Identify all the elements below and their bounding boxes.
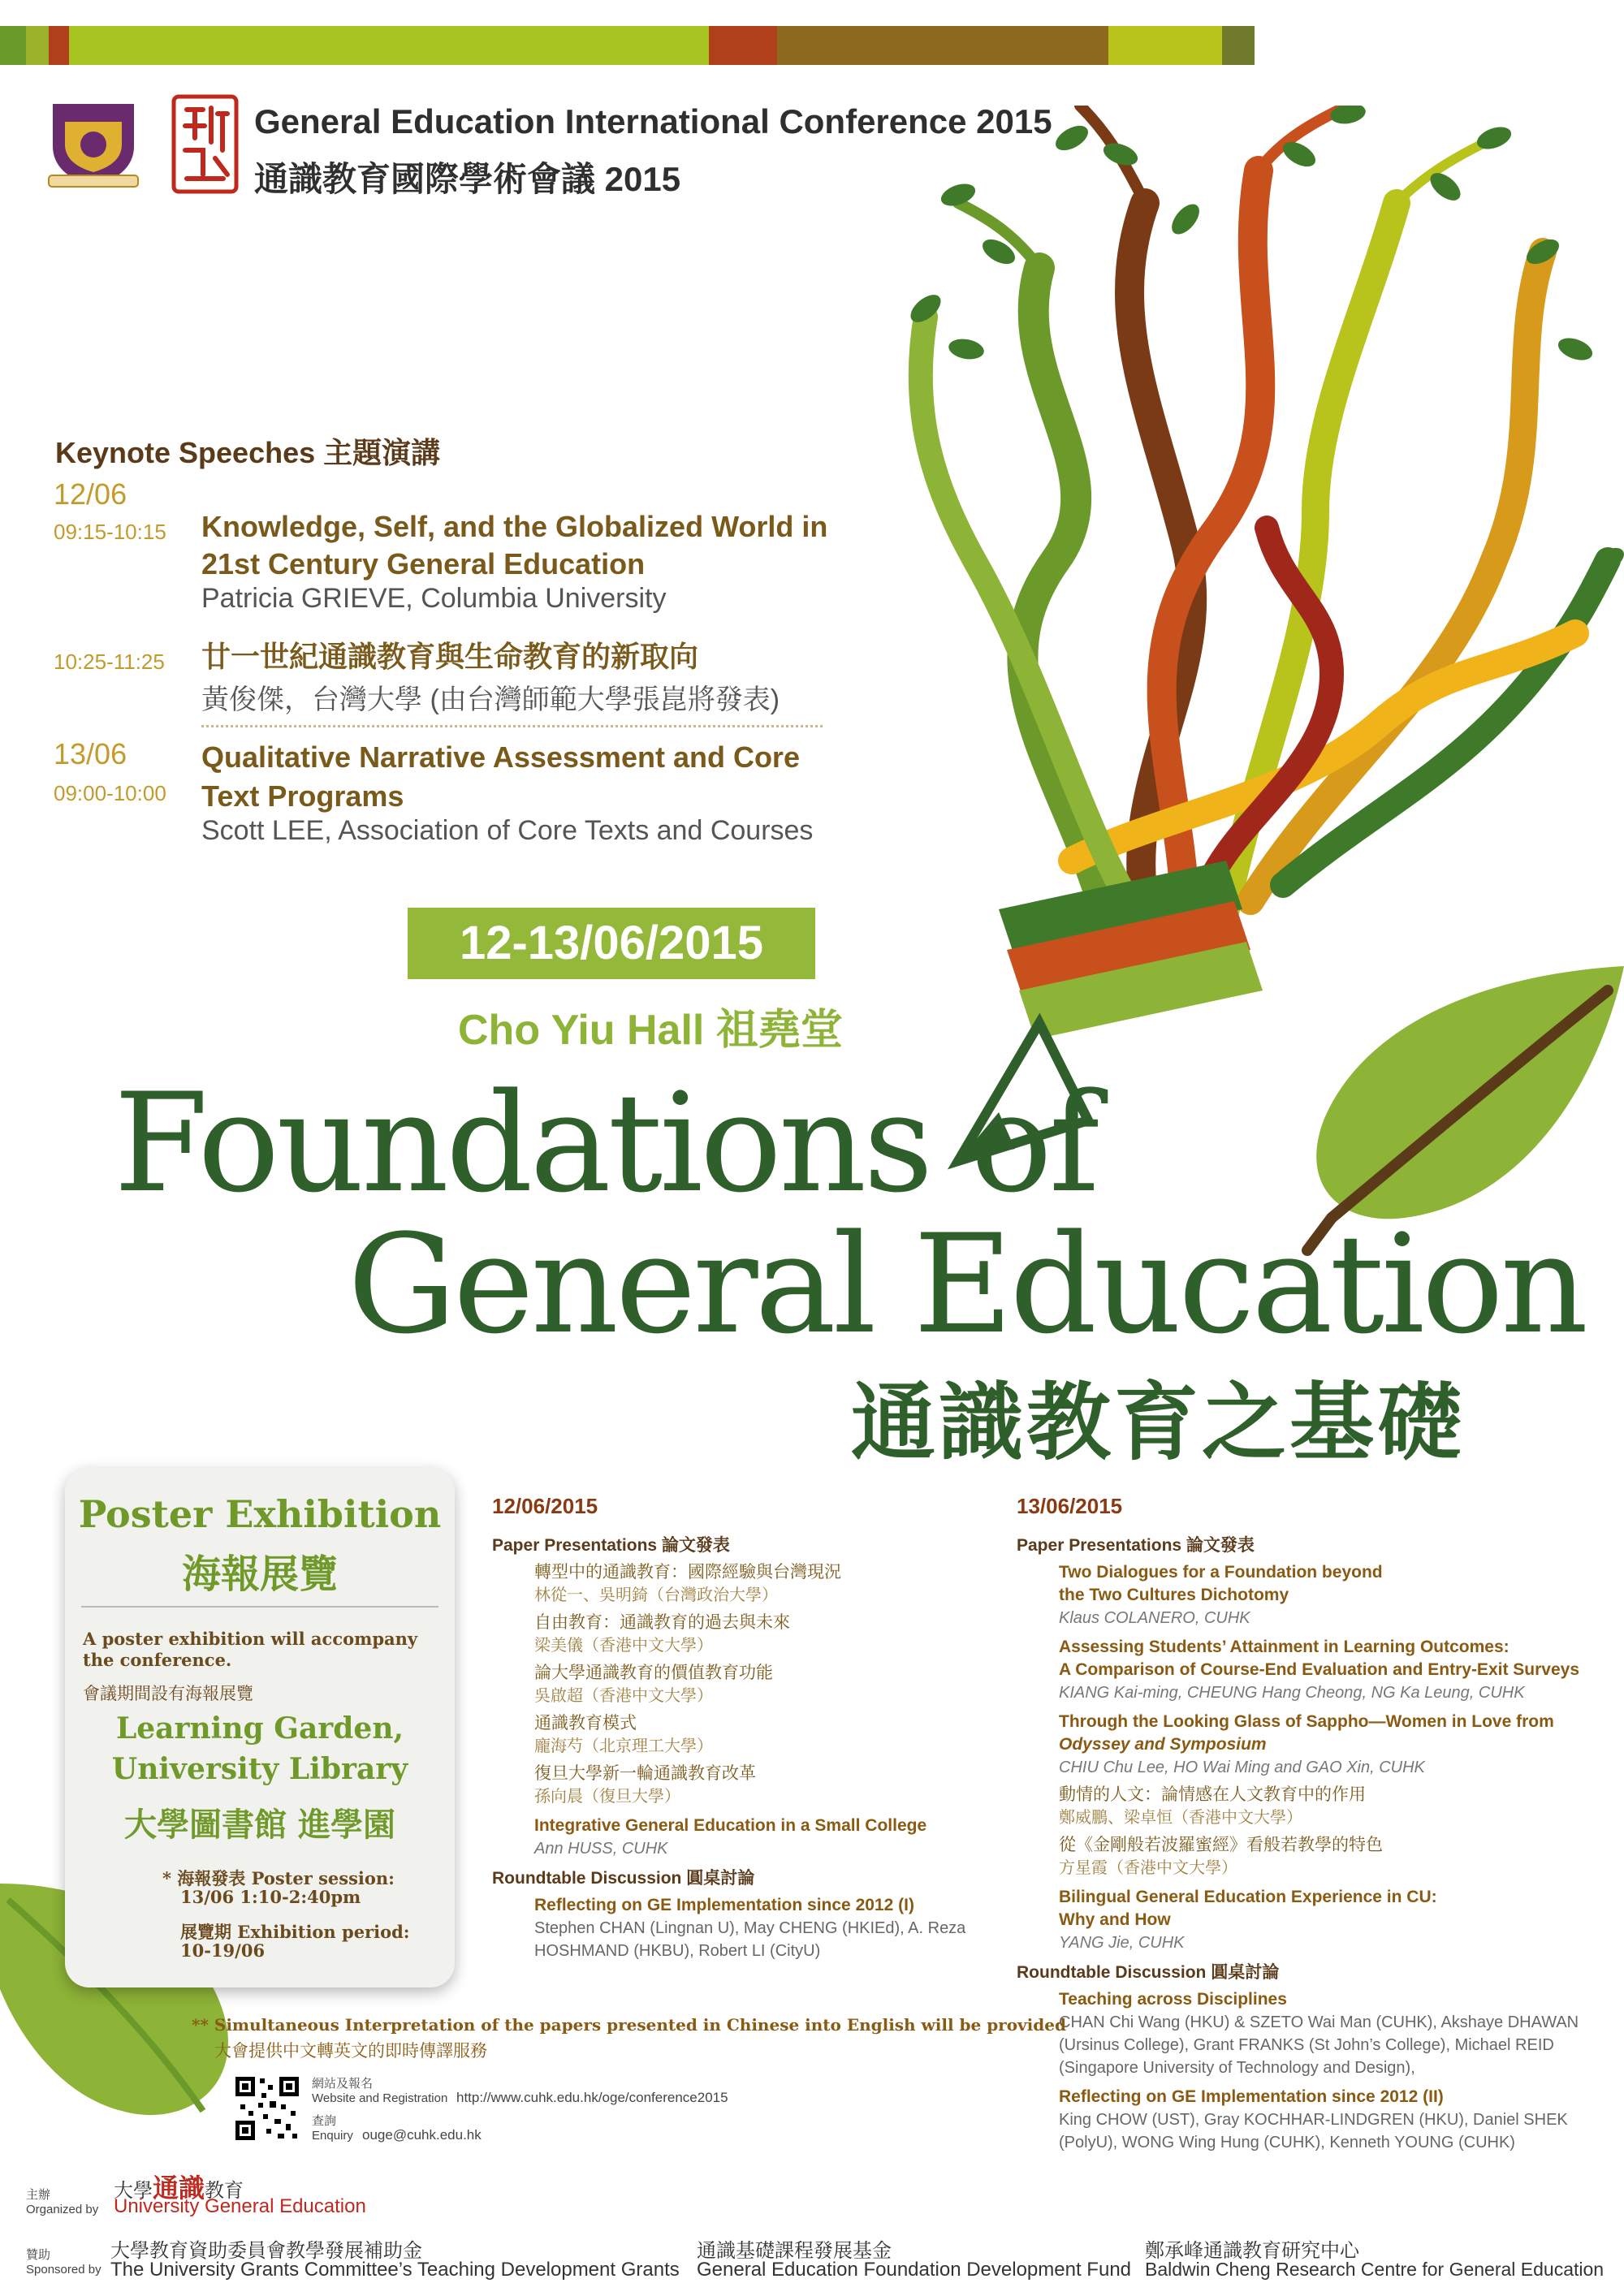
organizer-zh-part: 大學	[114, 2180, 153, 2202]
paper-authors: 孫向晨（復旦大學）	[534, 1788, 680, 1806]
enquiry-email-link[interactable]: ouge@cuhk.edu.hk	[362, 2127, 482, 2143]
keynote-talk-title: Text Programs	[201, 779, 404, 813]
day1-papers-heading: Paper Presentations 論文發表	[492, 1536, 730, 1555]
keynote-speaker: 黃俊傑，台灣大學 (由台灣師範大學張崑將發表)	[201, 684, 780, 715]
roundtable-panelists: (PolyU), WONG Wing Hung (CUHK), Kenneth YOUNG (CUHK)	[1059, 2134, 1515, 2151]
paper-authors: 龐海芍（北京理工大學）	[534, 1737, 713, 1755]
paper-title: Integrative General Education in a Small College	[534, 1816, 927, 1835]
keynote-talk-title: 廿一世紀通識教育與生命教育的新取向	[201, 640, 699, 673]
divider	[81, 1606, 438, 1608]
paper-title: Two Dialogues for a Foundation beyond	[1059, 1563, 1383, 1582]
roundtable-panelists: (Singapore University of Technology and Design),	[1059, 2059, 1415, 2077]
roundtable-panelists: HOSHMAND (HKBU), Robert LI (CityU)	[534, 1942, 821, 1960]
qr-code-icon[interactable]	[234, 2075, 300, 2142]
paper-title: Bilingual General Education Experience in CU:	[1059, 1888, 1437, 1906]
keynote-time: 10:25-11:25	[54, 650, 165, 674]
event-venue: Cho Yiu Hall 祖堯堂	[458, 1007, 843, 1054]
paper-authors: KIANG Kai-ming, CHEUNG Hang Cheong, NG Ka Leung, CUHK	[1059, 1684, 1525, 1702]
day2-program	[1017, 1494, 1618, 2154]
keynote-date: 13/06	[54, 737, 127, 770]
paper-title: 從《金剛般若波羅蜜經》看般若教學的特色	[1059, 1836, 1383, 1854]
main-title-zh: 通識教育之基礎	[851, 1376, 1466, 1470]
poster-description-zh: 會議期間設有海報展覽	[83, 1684, 253, 1703]
paper-authors: Ann HUSS, CUHK	[534, 1840, 668, 1858]
divider	[201, 725, 823, 727]
roundtable-title: Reflecting on GE Implementation since 2012 (II)	[1059, 2087, 1444, 2106]
roundtable-panelists: (Ursinus College), Grant FRANKS (St John’s College), Michael REID	[1059, 2036, 1554, 2054]
keynote-speaker: Scott LEE, Association of Core Texts and Courses	[201, 815, 814, 846]
organizer-zh-part: 教育	[205, 2180, 244, 2202]
university-general-education-seal-icon	[171, 93, 240, 195]
paper-title: Odyssey and Symposium	[1059, 1735, 1267, 1754]
paper-authors: YANG Jie, CUHK	[1059, 1934, 1185, 1952]
paper-title: Why and How	[1059, 1910, 1171, 1929]
main-title-line1: Foundations of	[114, 1064, 1097, 1223]
top-color-bar	[0, 26, 1255, 65]
paper-title: 復旦大學新一輪通識教育改革	[534, 1764, 756, 1783]
day1-program	[492, 1494, 996, 1962]
sponsor-name-en: The University Grants Committee’s Teaching Development Grants	[110, 2259, 680, 2281]
paper-authors: 林從一、吳明錡（台灣政治大學）	[534, 1586, 778, 1604]
roundtable-panelists: King CHOW (UST), Gray KOCHHAR-LINDGREN (HKU), Daniel SHEK	[1059, 2111, 1568, 2129]
poster-title-zh: 海報展覽	[181, 1552, 338, 1597]
sponsored-label-en: Sponsored by	[26, 2263, 102, 2277]
day2-papers-heading: Paper Presentations 論文發表	[1017, 1536, 1255, 1555]
sponsor-name-zh: 大學教育資助委員會教學發展補助金	[110, 2240, 422, 2262]
poster-location-zh: 大學圖書館 進學園	[124, 1806, 395, 1844]
keynote-talk-title: 21st Century General Education	[201, 547, 646, 580]
website-link[interactable]: http://www.cuhk.edu.hk/oge/conference2015	[456, 2090, 728, 2105]
conference-title-zh: 通識教育國際學術會議 2015	[254, 160, 681, 198]
keynote-time: 09:15-10:15	[54, 520, 166, 544]
sponsored-label-zh: 贊助	[26, 2248, 51, 2262]
keynote-talk-title: Qualitative Narrative Assessment and Core	[201, 740, 800, 774]
poster-location-en: University Library	[111, 1752, 408, 1786]
day2-roundtable-heading: Roundtable Discussion 圓桌討論	[1017, 1963, 1280, 1982]
paper-title: Through the Looking Glass of Sappho—Women in Love from	[1059, 1712, 1554, 1731]
organized-label-zh: 主辦	[26, 2188, 51, 2202]
organized-label-en: Organized by	[26, 2203, 99, 2216]
organizer-name-en: University General Education	[114, 2195, 366, 2217]
paper-title: 動情的人文：論情感在人文教育中的作用	[1059, 1785, 1366, 1804]
paper-title: 論大學通識教育的價值教育功能	[534, 1664, 773, 1682]
organizer-zh-part: 通識	[153, 2173, 205, 2203]
paper-title: A Comparison of Course-End Evaluation and Entry-Exit Surveys	[1059, 1660, 1580, 1679]
paper-authors: CHIU Chu Lee, HO Wai Ming and GAO Xin, CUHK	[1059, 1759, 1425, 1776]
paper-authors: Klaus COLANERO, CUHK	[1059, 1609, 1250, 1627]
keynote-date: 12/06	[54, 477, 127, 511]
poster-exhibition-box	[65, 1468, 455, 1987]
day1-roundtable-heading: Roundtable Discussion 圓桌討論	[492, 1869, 755, 1888]
conference-title-en: General Education International Conference 2015	[254, 102, 1052, 140]
day1-date: 12/06/2015	[492, 1494, 598, 1518]
interpretation-note-zh: 大會提供中文轉英文的即時傳譯服務	[214, 2042, 487, 2061]
paper-title: 自由教育：通識教育的過去與未來	[534, 1613, 790, 1632]
sponsor-name-en: Baldwin Cheng Research Centre for General Education	[1145, 2259, 1605, 2280]
poster-title-en: Poster Exhibition	[78, 1492, 442, 1536]
sponsor-name-zh: 鄭承峰通識教育研究中心	[1145, 2240, 1359, 2262]
keynote-speaker: Patricia GRIEVE, Columbia University	[201, 583, 667, 614]
cuhk-crest-icon	[41, 97, 146, 191]
paper-title: the Two Cultures Dichotomy	[1059, 1586, 1289, 1604]
enquiry-label-en: Enquiry	[312, 2129, 353, 2143]
website-label-en: Website and Registration	[312, 2091, 448, 2105]
paper-authors: 方星霞（香港中文大學）	[1059, 1859, 1237, 1877]
keynote-time: 09:00-10:00	[54, 781, 166, 805]
roundtable-panelists: Stephen CHAN (Lingnan U), May CHENG (HKIEd), A. Reza	[534, 1919, 966, 1937]
keynote-heading: Keynote Speeches 主題演講	[55, 436, 441, 469]
interpretation-note-en: ** Simultaneous Interpretation of the papers presented in Chinese into English will be provided	[192, 2015, 1066, 2035]
enquiry-label-zh: 查詢	[312, 2114, 337, 2128]
poster-location-en: Learning Garden,	[115, 1711, 404, 1746]
day2-date: 13/06/2015	[1017, 1494, 1123, 1518]
paper-title: 通識教育模式	[534, 1714, 637, 1733]
poster-period-label: 展覽期 Exhibition period:	[180, 1922, 410, 1942]
paper-title: 轉型中的通識教育：國際經驗與台灣現況	[534, 1563, 841, 1582]
sponsor-name-en: General Education Foundation Development Fund	[697, 2259, 1132, 2281]
poster-session-value: 13/06 1:10-2:40pm	[180, 1887, 361, 1907]
paper-authors: 梁美儀（香港中文大學）	[534, 1637, 713, 1655]
poster-session-label: * 海報發表 Poster session:	[162, 1868, 395, 1888]
keynote-talk-title: Knowledge, Self, and the Globalized World in	[201, 510, 828, 543]
paper-title: Assessing Students’ Attainment in Learning Outcomes:	[1059, 1638, 1510, 1656]
main-title-line2: General Education	[348, 1205, 1586, 1364]
poster-period-value: 10-19/06	[180, 1940, 266, 1961]
event-dates-badge: 12-13/06/2015	[408, 908, 815, 979]
paper-authors: 鄭威鵬、梁卓恒（香港中文大學）	[1059, 1809, 1302, 1827]
roundtable-title: Reflecting on GE Implementation since 2012 (I)	[534, 1896, 914, 1914]
paper-authors: 吳啟超（香港中文大學）	[534, 1687, 713, 1705]
roundtable-title: Teaching across Disciplines	[1059, 1990, 1287, 2009]
roundtable-panelists: CHAN Chi Wang (HKU) & SZETO Wai Man (CUHK), Akshaye DHAWAN	[1059, 2013, 1579, 2031]
poster-description-en: A poster exhibition will accompany the conference.	[83, 1629, 418, 1670]
website-label-zh: 網站及報名	[312, 2077, 374, 2091]
sponsor-name-zh: 通識基礎課程發展基金	[697, 2240, 892, 2262]
